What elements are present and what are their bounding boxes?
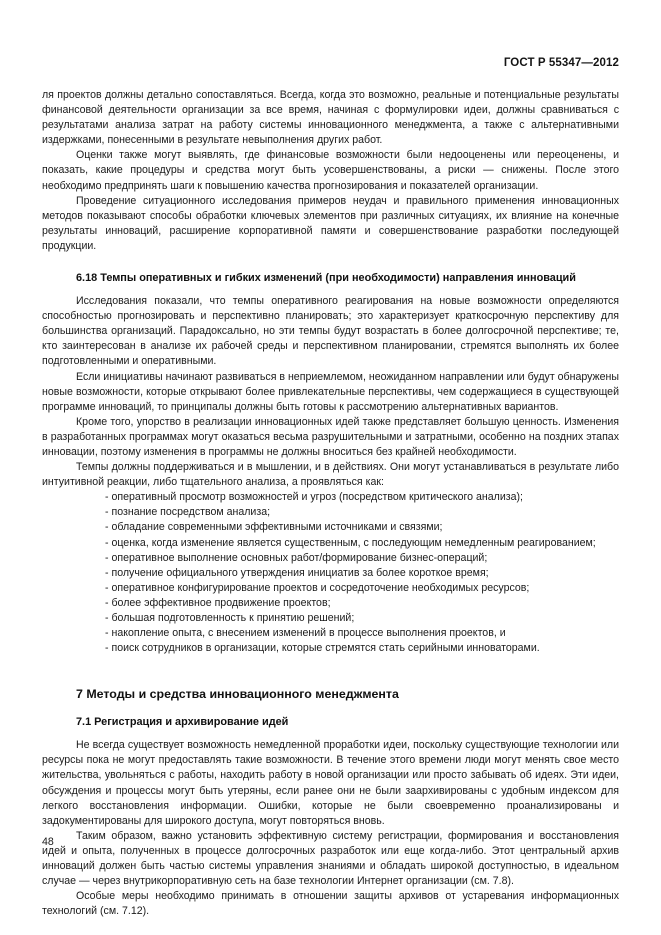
paragraph-9: Таким образом, важно установить эффективную систему регистрации, формирования и восстановления идей и опыта, полученных в процессе долгосрочных разработок или еще когда-либо. Этот центральный архив инноваций должен быть частью системы управления знаниями и обладать широкой доступностью, в идеальном случае — через внутрикорпоративную сеть на базе технологии Интернет организации (см. 7.8). [42,829,619,888]
paragraph-5: Если инициативы начинают развиваться в неприемлемом, неожиданном направлении или будут обнаружены новые возможности, которые открывают более привлекательные перспективы, чем содержащиеся в существующей программе инноваций, то принципалы должны быть готовы к рассмотрению альтернативных вариантов. [42,370,619,413]
spacer [42,702,619,715]
list-item-text: - накопление опыта, с внесением изменений в процессе выполнения проектов, и [105,627,506,640]
list-item-text: - поиск сотрудников в организации, которые стремятся стать серийными инноваторами. [105,642,540,655]
list-item [42,551,619,566]
bullet-list [42,490,619,656]
list-item [42,596,619,611]
list-item [42,641,619,656]
paragraph-10: Особые меры необходимо принимать в отношении защиты архивов от устаревания информационных технологий (см. 7.12). [42,890,619,918]
list-item-text: - оперативный просмотр возможностей и угроз (посредством критического анализа); [105,491,523,504]
list-item-text: - оперативное конфигурирование проектов и сосредоточение необходимых ресурсов; [105,581,530,594]
list-item [42,611,619,626]
spacer [42,656,619,673]
list-item [42,520,619,535]
paragraph-3: Проведение ситуационного исследования примеров неудач и правильного применения инновационных методов показывают способы обработки ключевых элементов при различных ситуациях, их влияние на конечные результаты инноваций, расширение корпоративной памяти и совершенствование разработки последующей продукции. [42,194,619,252]
heading-7-1: 7.1 Регистрация и архивирование идей [76,716,289,729]
paragraph-2: Оценки также могут выявлять, где финансовые возможности были недооценены или переоценены, и показать, какие процедуры и средства могут быть усовершенствованы, а риски — снижены. После этого необходимо предпринять шаги к повышению качества прогнозирования и показателей организации. [42,149,619,192]
list-item-text: - получение официального утверждения инициатив за более короткое время; [105,566,489,579]
list-item-text: - познание посредством анализа; [105,506,271,519]
list-item-text: - большая подготовленность к принятию решений; [105,612,355,624]
spacer [42,254,619,271]
page-header: ГОСТ Р 55347—2012 [503,57,619,69]
paragraph-7: Темпы должны поддерживаться и в мышлении, и в действиях. Они могут устанавливаться в результате либо интуитивной реакции, либо тщательного анализа, а проявляться как: [42,461,619,489]
paragraph-6: Кроме того, упорство в реализации инновационных идей также представляет большую ценность. Изменения в разработанных программах могут оказаться весьма разрушительными и затратными, особенно на поздних этапах инновации, поэтому изменения в программы не должны вноситься без крайней необходимости. [42,415,619,458]
list-item [42,581,619,596]
paragraph-1: ля проектов должны детально сопоставляться. Всегда, когда это возможно, реальные и потенциальные результаты финансовой деятельности организации за все время, начиная с формулировки идеи, должны сравниваться с результатами анализа затрат на работу системы инновационного менеджмента, а также с альтернативными издержками, понесенными в результате невыполнения других работ. [42,89,619,147]
paragraph-8: Не всегда существует возможность немедленной проработки идеи, поскольку существующие технологии или ресурсы пока не могут предоставлять такие возможности. В течение этого времени люди могут менять свое место жительства, увольняться с работы, находить работу в новой организации или просто забывать об идеях. Эти идеи, обсуждения и процессы могут быть утеряны, если ранее они не были заархивированы с удобным индексом для легкого восстановления информации. Ошибки, которые не были своевременно проанализированы и задокументированы для широкого доступа, могут повторяться вновь. [42,739,619,827]
heading-6-18: 6.18 Темпы оперативных и гибких изменений (при необходимости) направления инноваций [76,272,576,285]
list-item [42,626,619,641]
list-item-text: - оценка, когда изменение является существенным, с последующим немедленным реагированием; [105,536,596,549]
spacer [42,730,619,738]
spacer [42,673,619,686]
list-item [42,505,619,520]
list-item [42,566,619,581]
list-item [42,536,619,551]
list-item-text: - оперативное выполнение основных работ/формирование бизнес-операций; [105,551,488,564]
paragraph-4: Исследования показали, что темпы оперативного реагирования на новые возможности определяются способностью прогнозировать и перспективно планировать; это характеризует краткосрочную перспективу для большинства организаций. Парадоксально, но эти темпы будут возрастать в более долгосрочной перспективе; те, кто заинтересован в анализе их рабочей среды и перспективном планировании, стремятся выполнять их более подготовленными и оперативными. [42,295,619,368]
list-item [42,490,619,505]
page-body [42,88,619,919]
heading-7: 7 Методы и средства инновационного менеджмента [76,687,399,702]
page-number: 48 [42,836,54,848]
list-item-text: - обладание современными эффективными источниками и связями; [105,521,443,534]
list-item-text: - более эффективное продвижение проектов; [105,596,331,609]
spacer [42,286,619,294]
